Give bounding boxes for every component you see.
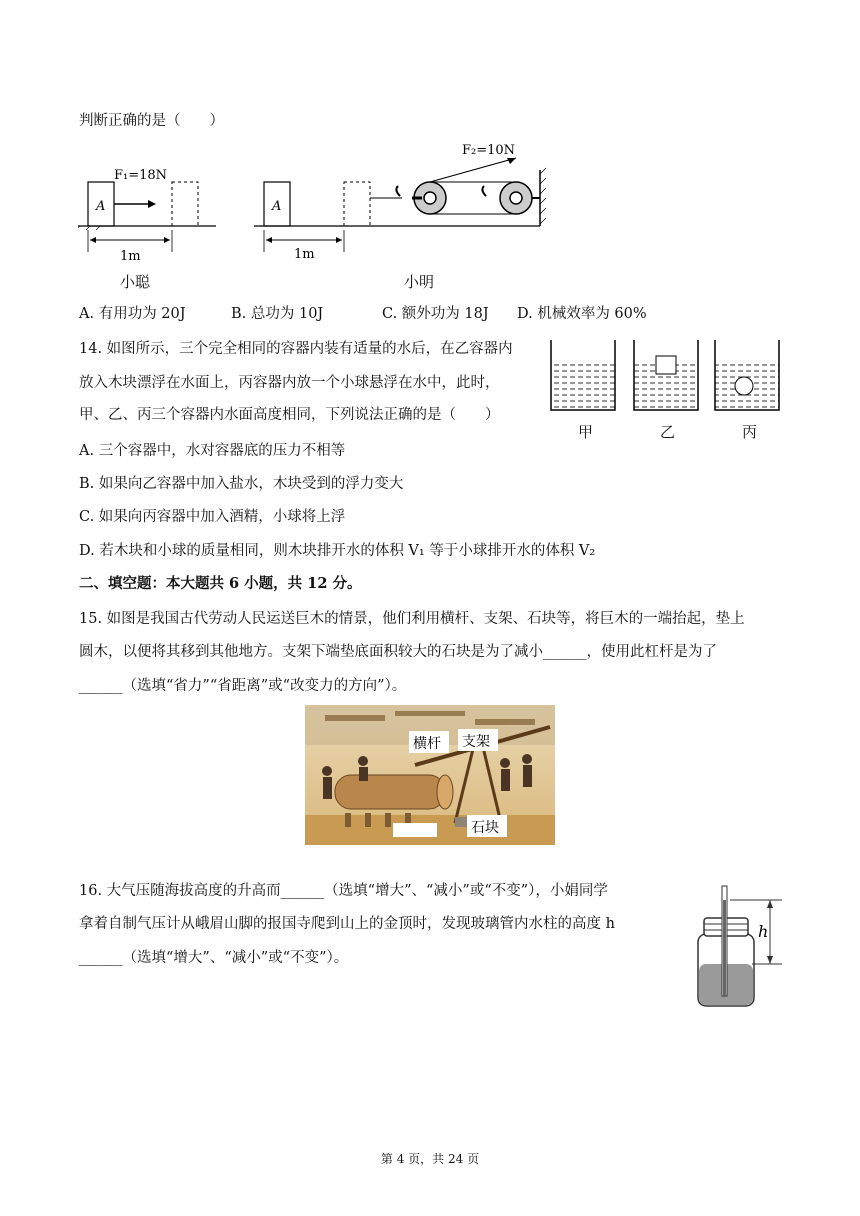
section-title: 二、填空题：本大题共 6 小题，共 12 分。	[79, 575, 362, 592]
label-stand: 支架	[462, 734, 490, 750]
q15-illustration	[305, 705, 555, 845]
q15-line-3: ______（选填“省力”“省距离”或“改变力的方向”）。	[79, 678, 407, 694]
container-label-bing: 丙	[742, 423, 758, 441]
q13-caption-right: 小明	[404, 273, 435, 291]
q13-figure-right	[254, 136, 554, 268]
dist-label: 1m	[294, 247, 315, 262]
q16-line-2: 拿着自制气压计从峨眉山脚的报国寺爬到山上的金顶时，发现玻璃管内水柱的高度 h	[79, 916, 615, 932]
q16-line-3: ______（选填“增大”、“减小”或“不变”）。	[79, 950, 349, 966]
container-yi	[634, 340, 698, 410]
q15-line-2: 圆木，以便将其移到其他地方。支架下端垫底面积较大的石块是为了减小______，使用此杠杆是为了	[79, 644, 717, 660]
container-label-yi: 乙	[660, 423, 676, 441]
q14-option-a[interactable]: A. 三个容器中，水对容器底的压力不相等	[79, 443, 346, 459]
small-ball	[735, 377, 753, 395]
container-bing	[715, 340, 779, 410]
q13-option-d[interactable]: D. 机械效率为 60%	[517, 306, 647, 322]
q13-option-c[interactable]: C. 额外功为 18J	[382, 306, 489, 322]
dist-label: 1m	[120, 249, 141, 264]
q13-caption-left: 小聪	[120, 273, 151, 291]
container-label-jia: 甲	[578, 423, 594, 441]
force-label: F₂=10N	[462, 143, 516, 158]
q16-line-1: 16. 大气压随海拔高度的升高而______（选填“增大”、“减小”或“不变”），小娟同学	[79, 883, 608, 899]
q13-stem-tail: 判断正确的是（ ）	[79, 113, 224, 129]
q15-line-1: 15. 如图是我国古代劳动人民运送巨木的情景，他们利用横杆、支架、石块等，将巨木的一端抬起，垫上	[79, 611, 745, 627]
q16-barometer-figure	[690, 878, 790, 1012]
q13-option-b[interactable]: B. 总功为 10J	[231, 306, 324, 322]
q14-option-c[interactable]: C. 如果向丙容器中加入酒精，小球将上浮	[79, 509, 346, 525]
page-footer: 第 4 页，共 24 页	[380, 1152, 480, 1166]
q13-figure-left	[78, 160, 218, 270]
label-bar: 横杆	[413, 736, 441, 752]
label-stone: 石块	[471, 820, 499, 836]
q14-option-d[interactable]: D. 若木块和小球的质量相同，则木块排开水的体积 V₁ 等于小球排开水的体积 V₂	[79, 543, 596, 559]
q13-option-a[interactable]: A. 有用功为 20J	[79, 306, 186, 322]
q14-line-3: 甲、乙、丙三个容器内水面高度相同，下列说法正确的是（ ）	[79, 407, 500, 423]
container-jia	[551, 340, 615, 410]
wood-block	[656, 356, 676, 374]
q14-line-1: 14. 如图所示，三个完全相同的容器内装有适量的水后，在乙容器内	[79, 341, 513, 357]
block-label: A	[272, 199, 282, 214]
q14-option-b[interactable]: B. 如果向乙容器中加入盐水，木块受到的浮力变大	[79, 476, 404, 492]
force-label: F₁=18N	[114, 168, 168, 183]
q14-line-2: 放入木块漂浮在水面上，丙容器内放一个小球悬浮在水中，此时，	[79, 375, 500, 391]
q14-containers-figure	[546, 338, 786, 416]
q13-options	[79, 304, 647, 324]
h-label: h	[758, 922, 769, 941]
block-label: A	[96, 199, 106, 214]
